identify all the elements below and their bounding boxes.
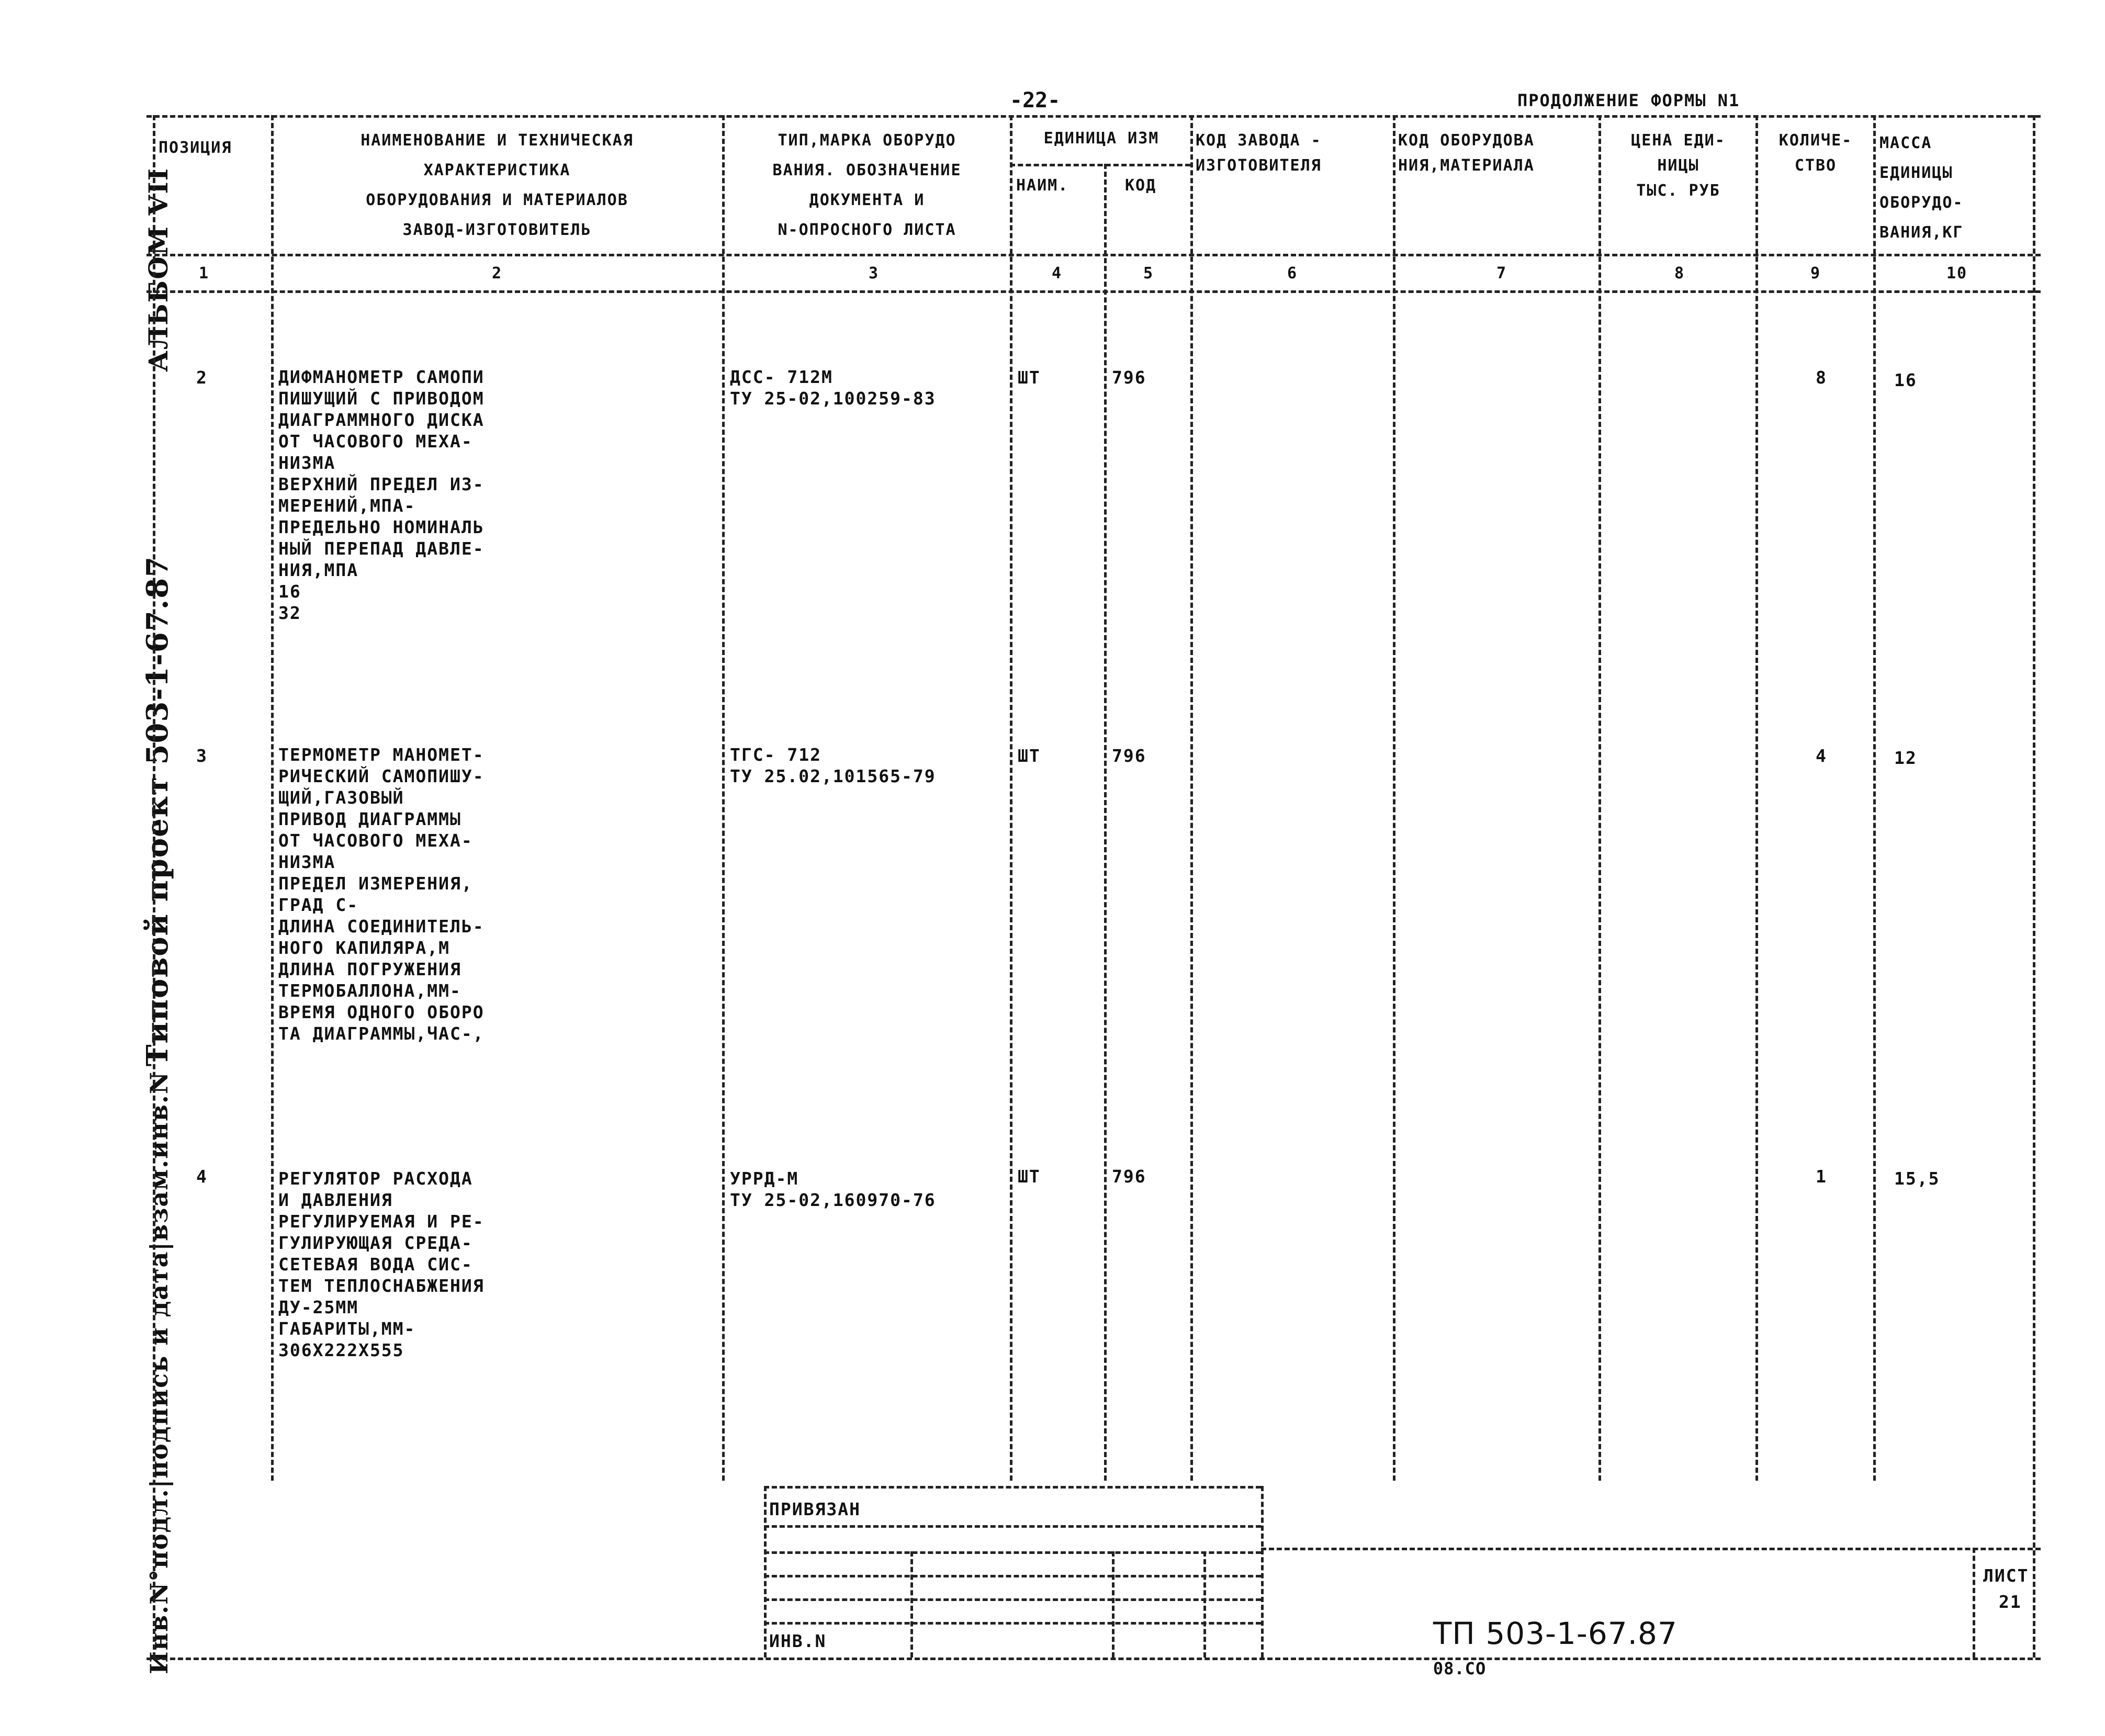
col-divider-10 bbox=[2033, 115, 2035, 1658]
colnum-7: 7 bbox=[1496, 264, 1507, 283]
col-divider-9 bbox=[1873, 115, 1876, 1481]
row-3-description: ТЕРМОМЕТР МАНОМЕТ- РИЧЕСКИЙ САМОПИШУ- ЩИЙ,ГАЗОВЫЙ ПРИВОД ДИАГРАММЫ ОТ ЧАСОВОГО МЕХА- НИЗМА ПРЕДЕЛ ИЗМЕРЕНИЯ, ГРАД С- ДЛИНА СОЕДИНИТЕЛЬ- НОГО КАПИЛЯРА,М ДЛИНА ПОГРУЖЕНИЯ ТЕРМОБАЛЛОНА,ММ- ВРЕМЯ ОДНОГО ОБОРО ТА ДИАГРАММЫ,ЧАС-, bbox=[278, 745, 485, 1044]
stamp-divider-4 bbox=[764, 1598, 1261, 1601]
row-2-mass: 16 bbox=[1894, 370, 1917, 390]
row-3-unit: ШТ bbox=[1018, 746, 1041, 766]
row-3-mass: 12 bbox=[1894, 748, 1917, 768]
stamp-inventory-label: ИНВ.N bbox=[769, 1631, 827, 1651]
row-2-type: ДСС- 712М ТУ 25-02,100259-83 bbox=[730, 367, 936, 409]
stamp-divider-5 bbox=[764, 1622, 1261, 1625]
sheet-label: ЛИСТ bbox=[1983, 1565, 2029, 1586]
header-unit-code: КОД bbox=[1125, 176, 1157, 195]
col-divider-3 bbox=[1010, 115, 1012, 1481]
margin-album-label: АЛЬБОМ VII bbox=[143, 167, 174, 372]
row-2-description: ДИФМАНОМЕТР САМОПИ ПИШУЩИЙ С ПРИВОДОМ ДИАГРАММНОГО ДИСКА ОТ ЧАСОВОГО МЕХА- НИЗМА ВЕРХНИЙ ПРЕДЕЛ ИЗ- МЕРЕНИЙ,МПА- ПРЕДЕЛЬНО НОМИНАЛЬ НЫЙ ПЕРЕПАД ДАВЛЕ- НИЯ,МПА 16 32 bbox=[278, 367, 485, 623]
header-type: ТИП,МАРКА ОБОРУДО ВАНИЯ. ОБОЗНАЧЕНИЕ ДОКУМЕНТА И N-ОПРОСНОГО ЛИСТА bbox=[772, 131, 962, 239]
col-divider-1 bbox=[271, 115, 274, 1481]
row-4-code: 796 bbox=[1112, 1166, 1146, 1187]
colnum-10: 10 bbox=[1946, 264, 1968, 283]
row-2-quantity: 8 bbox=[1816, 367, 1827, 388]
units-subheader-divider bbox=[1010, 164, 1190, 166]
sheet-box-divider bbox=[1973, 1548, 1975, 1658]
stamp-bound-label: ПРИВЯЗАН bbox=[769, 1499, 861, 1519]
colnum-8: 8 bbox=[1674, 264, 1685, 283]
stamp-divider-2 bbox=[764, 1551, 1261, 1554]
header-quantity: КОЛИЧЕ- СТВО bbox=[1778, 131, 1853, 175]
row-3-type: ТГС- 712 ТУ 25.02,101565-79 bbox=[730, 745, 936, 786]
stamp-col-3 bbox=[1112, 1551, 1115, 1658]
row-4-mass: 15,5 bbox=[1894, 1168, 1940, 1189]
colnum-6: 6 bbox=[1287, 264, 1298, 283]
stamp-divider-1 bbox=[764, 1525, 1261, 1528]
row-2-code: 796 bbox=[1112, 367, 1146, 388]
row-3-position: 3 bbox=[196, 746, 208, 766]
col-divider-8 bbox=[1755, 115, 1758, 1481]
row-2-position: 2 bbox=[196, 367, 208, 388]
stamp-divider-3 bbox=[764, 1575, 1261, 1577]
row-4-description: РЕГУЛЯТОР РАСХОДА И ДАВЛЕНИЯ РЕГУЛИРУЕМАЯ И РЕ- ГУЛИРУЮЩАЯ СРЕДА- СЕТЕВАЯ ВОДА СИС- ТЕМ ТЕПЛОСНАБЖЕНИЯ ДУ-25ММ ГАБАРИТЫ,ММ- 306Х222Х555 bbox=[278, 1168, 485, 1360]
row-4-type: УРРД-М ТУ 25-02,160970-76 bbox=[730, 1168, 936, 1210]
table-bottom-border bbox=[147, 1658, 2041, 1660]
stamp-top-border bbox=[764, 1486, 1261, 1489]
col-divider-7 bbox=[1599, 115, 1601, 1481]
margin-project-label: Типовой проект 503-1-67.87 bbox=[140, 555, 175, 1067]
col-divider-6 bbox=[1393, 115, 1395, 1481]
header-mass: МАССА ЕДИНИЦЫ ОБОРУДО- ВАНИЯ,КГ bbox=[1879, 134, 1964, 242]
row-4-unit: ШТ bbox=[1018, 1166, 1041, 1187]
margin-stamp-label: Инв.N°подл.|подпись и дата|взам.инв.N bbox=[145, 1071, 173, 1674]
stamp-col-5 bbox=[1261, 1486, 1264, 1658]
col-divider-2 bbox=[722, 115, 725, 1481]
sheet-number: 21 bbox=[1999, 1592, 2022, 1612]
col-divider-0 bbox=[153, 115, 155, 1658]
stamp-col-1 bbox=[764, 1486, 767, 1658]
header-name: НАИМЕНОВАНИЕ И ТЕХНИЧЕСКАЯ ХАРАКТЕРИСТИКА ОБОРУДОВАНИЯ И МАТЕРИАЛОВ ЗАВОД-ИЗГОТОВИТЕЛЬ bbox=[361, 131, 634, 239]
colnum-2: 2 bbox=[492, 264, 503, 283]
document-code-suffix: 08.СО bbox=[1433, 1659, 1487, 1678]
colnum-5: 5 bbox=[1143, 264, 1154, 283]
stamp-col-2 bbox=[910, 1551, 913, 1658]
header-equipment-code: КОД ОБОРУДОВА НИЯ,МАТЕРИАЛА bbox=[1398, 131, 1535, 175]
colnum-1: 1 bbox=[199, 264, 210, 283]
stamp-col-4 bbox=[1203, 1551, 1206, 1658]
row-2-unit: ШТ bbox=[1018, 367, 1041, 388]
row-3-quantity: 4 bbox=[1816, 746, 1827, 766]
col-divider-4 bbox=[1104, 164, 1107, 1481]
header-unit-name: НАИМ. bbox=[1016, 176, 1069, 195]
stamp-divider-main bbox=[1261, 1548, 2041, 1550]
document-code-main: ТП 503-1-67.87 bbox=[1433, 1616, 1678, 1651]
row-4-quantity: 1 bbox=[1816, 1166, 1827, 1187]
colnum-3: 3 bbox=[869, 264, 880, 283]
continuation-title: ПРОДОЛЖЕНИЕ ФОРМЫ N1 bbox=[1517, 91, 1740, 110]
page-number: -22- bbox=[1010, 88, 1061, 112]
header-price: ЦЕНА ЕДИ- НИЦЫ ТЫС. РУБ bbox=[1631, 131, 1726, 200]
document-code bbox=[1413, 1588, 1678, 1679]
row-4-position: 4 bbox=[196, 1166, 208, 1187]
header-unit: ЕДИНИЦА ИЗМ bbox=[1043, 129, 1160, 148]
row-3-code: 796 bbox=[1112, 746, 1146, 766]
colnum-4: 4 bbox=[1052, 264, 1063, 283]
header-plant-code: КОД ЗАВОДА - ИЗГОТОВИТЕЛЯ bbox=[1196, 131, 1322, 175]
header-position: ПОЗИЦИЯ bbox=[159, 139, 232, 157]
col-divider-5 bbox=[1190, 115, 1193, 1481]
colnum-9: 9 bbox=[1810, 264, 1821, 283]
